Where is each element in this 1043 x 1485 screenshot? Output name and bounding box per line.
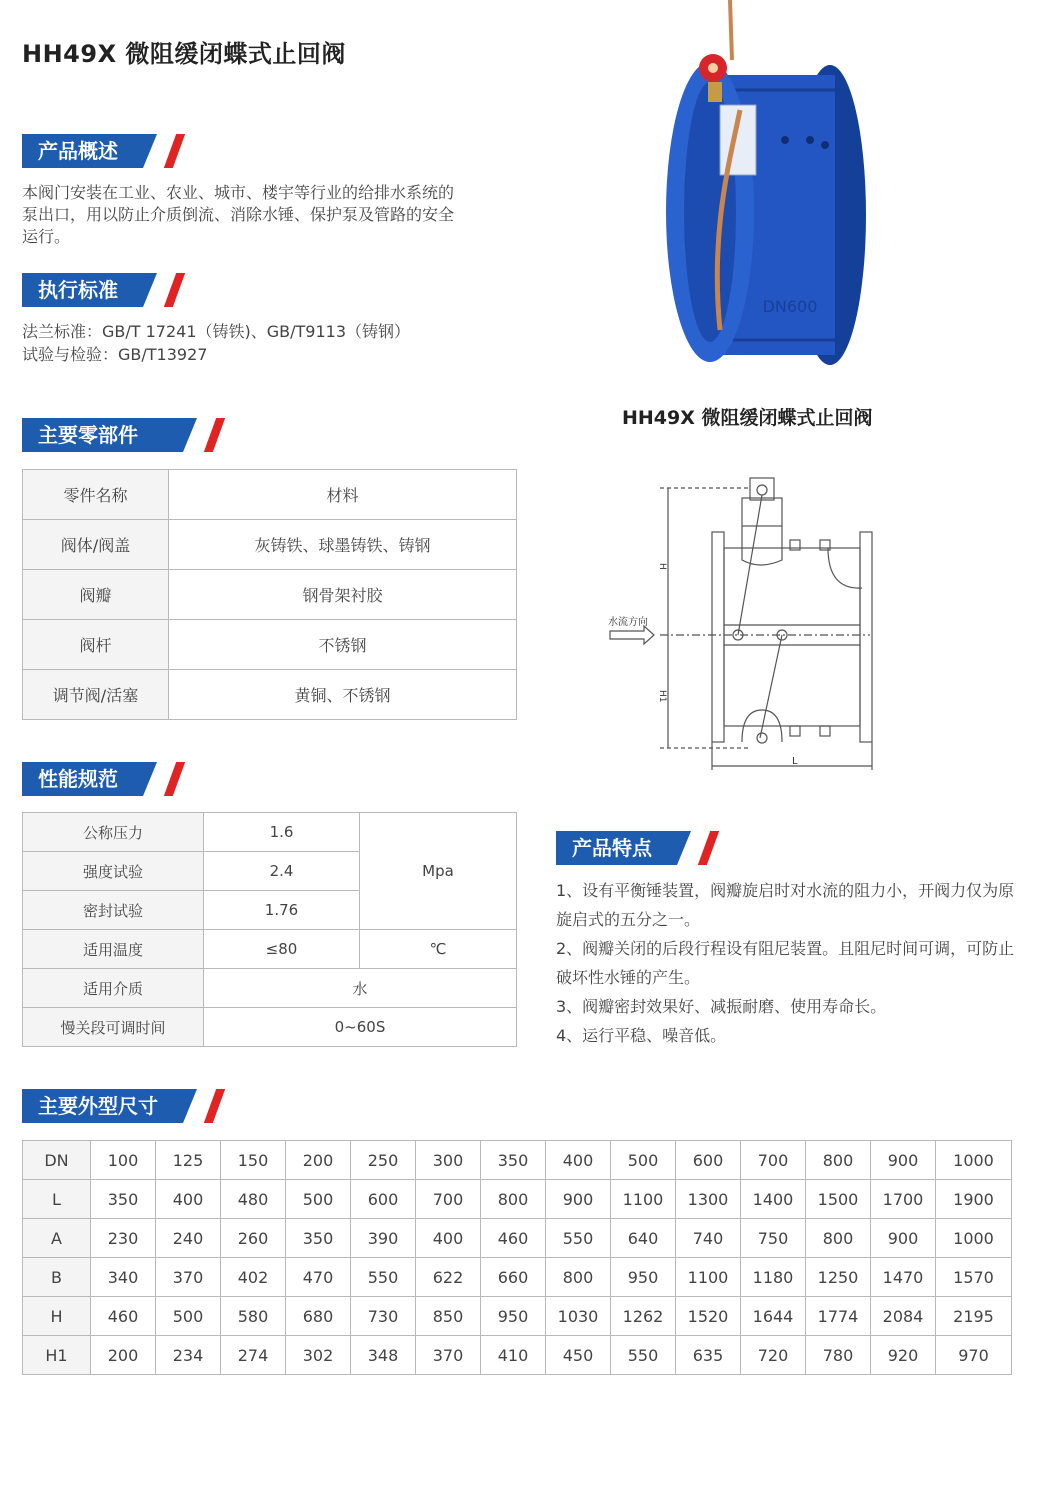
- table-cell: 400: [416, 1219, 481, 1258]
- table-cell: 370: [416, 1336, 481, 1375]
- table-cell: 800: [546, 1258, 611, 1297]
- table-cell: 480: [221, 1180, 286, 1219]
- table-cell: 460: [481, 1219, 546, 1258]
- table-cell: 1300: [676, 1180, 741, 1219]
- table-cell: 适用介质: [23, 969, 204, 1008]
- feature-item: 2、阀瓣关闭的后段行程设有阻尼装置。且阻尼时间可调，可防止破坏性水锤的产生。: [556, 939, 1015, 987]
- section-accent: [164, 273, 185, 307]
- section-features-header: [556, 831, 736, 865]
- dim-h1-label: H1: [657, 690, 667, 703]
- table-cell: 240: [156, 1219, 221, 1258]
- table-cell: 1000: [936, 1141, 1012, 1180]
- table-cell: ≤80: [204, 930, 360, 969]
- photo-marking: DN600: [762, 297, 818, 316]
- table-cell: 400: [546, 1141, 611, 1180]
- table-cell: 1470: [871, 1258, 936, 1297]
- table-header-cell: 零件名称: [23, 470, 169, 520]
- table-row: [23, 930, 517, 969]
- table-cell: 1570: [936, 1258, 1012, 1297]
- table-cell: 适用温度: [23, 930, 204, 969]
- table-cell: 470: [286, 1258, 351, 1297]
- table-row: [23, 470, 517, 520]
- row-header-cell: H1: [23, 1336, 91, 1375]
- table-cell: 慢关段可调时间: [23, 1008, 204, 1047]
- table-cell: 580: [221, 1297, 286, 1336]
- standard-line-flange: 法兰标准：GB/T 17241（铸铁)、GB/T9113（铸钢）: [22, 322, 411, 341]
- section-accent: [164, 134, 185, 168]
- dim-h-label: H: [657, 563, 667, 570]
- table-cell: 370: [156, 1258, 221, 1297]
- table-cell: 410: [481, 1336, 546, 1375]
- table-cell: 970: [936, 1336, 1012, 1375]
- table-cell: 2084: [871, 1297, 936, 1336]
- table-cell: 密封试验: [23, 891, 204, 930]
- row-header-cell: DN: [23, 1141, 91, 1180]
- dim-l-label: L: [792, 756, 798, 767]
- table-cell: 600: [676, 1141, 741, 1180]
- table-cell: 234: [156, 1336, 221, 1375]
- table-cell: 635: [676, 1336, 741, 1375]
- section-accent: [204, 1089, 225, 1123]
- table-cell: 230: [91, 1219, 156, 1258]
- feature-item: 1、设有平衡锤装置，阀瓣旋启时对水流的阻力小，开阀力仅为原旋启式的五分之一。: [556, 881, 1015, 929]
- table-cell: 622: [416, 1258, 481, 1297]
- table-cell: 700: [741, 1141, 806, 1180]
- table-cell: 调节阀/活塞: [23, 670, 169, 720]
- table-cell: 1000: [936, 1219, 1012, 1258]
- table-cell: 390: [351, 1219, 416, 1258]
- table-row: [23, 570, 517, 620]
- pressure-unit-cell: Mpa: [360, 813, 517, 930]
- row-header-cell: A: [23, 1219, 91, 1258]
- section-dimensions-header: [22, 1089, 202, 1123]
- section-standards-title: 执行标准: [22, 273, 143, 307]
- table-cell: 900: [546, 1180, 611, 1219]
- table-cell: 1250: [806, 1258, 871, 1297]
- table-cell: 500: [156, 1297, 221, 1336]
- table-cell: 阀瓣: [23, 570, 169, 620]
- table-cell: 1030: [546, 1297, 611, 1336]
- parts-table: [22, 469, 517, 720]
- table-cell: 1520: [676, 1297, 741, 1336]
- table-cell: 1.6: [204, 813, 360, 852]
- table-cell: 550: [611, 1336, 676, 1375]
- table-cell: 350: [286, 1219, 351, 1258]
- table-cell: 340: [91, 1258, 156, 1297]
- section-performance-header: [22, 762, 202, 796]
- table-cell: 900: [871, 1141, 936, 1180]
- table-cell: 402: [221, 1258, 286, 1297]
- table-cell: 800: [806, 1219, 871, 1258]
- table-cell: 740: [676, 1219, 741, 1258]
- table-cell: 800: [806, 1141, 871, 1180]
- section-accent: [204, 418, 225, 452]
- table-cell: 200: [91, 1336, 156, 1375]
- table-cell: 阀体/阀盖: [23, 520, 169, 570]
- table-cell: 348: [351, 1336, 416, 1375]
- table-cell: 黄铜、不锈钢: [169, 670, 517, 720]
- table-cell: 1500: [806, 1180, 871, 1219]
- table-cell: 1900: [936, 1180, 1012, 1219]
- section-parts-title: 主要零部件: [22, 418, 183, 452]
- valve-photo: [640, 0, 890, 370]
- flow-direction-label: 水流方向: [608, 617, 648, 628]
- photo-caption: HH49X 微阻缓闭蝶式止回阀: [622, 407, 873, 429]
- table-cell: 水: [204, 969, 517, 1008]
- table-cell: 800: [481, 1180, 546, 1219]
- table-cell: 274: [221, 1336, 286, 1375]
- page-title: HH49X 微阻缓闭蝶式止回阀: [22, 40, 346, 68]
- table-row: [23, 520, 517, 570]
- table-row: [23, 1258, 1012, 1297]
- table-cell: 300: [416, 1141, 481, 1180]
- table-cell: 1400: [741, 1180, 806, 1219]
- performance-table: [22, 812, 517, 1047]
- table-cell: 1.76: [204, 891, 360, 930]
- table-cell: 灰铸铁、球墨铸铁、铸钢: [169, 520, 517, 570]
- table-cell: 720: [741, 1336, 806, 1375]
- table-row: [23, 1180, 1012, 1219]
- table-cell: 125: [156, 1141, 221, 1180]
- section-dimensions-title: 主要外型尺寸: [22, 1089, 183, 1123]
- section-features-title: 产品特点: [556, 831, 677, 865]
- table-cell: 260: [221, 1219, 286, 1258]
- row-header-cell: B: [23, 1258, 91, 1297]
- table-cell: 250: [351, 1141, 416, 1180]
- table-cell: 0~60S: [204, 1008, 517, 1047]
- section-overview-title: 产品概述: [22, 134, 143, 168]
- row-header-cell: L: [23, 1180, 91, 1219]
- section-accent: [698, 831, 719, 865]
- table-cell: 950: [481, 1297, 546, 1336]
- standard-line-test: 试验与检验：GB/T13927: [22, 345, 208, 364]
- table-cell: 450: [546, 1336, 611, 1375]
- feature-item: 4、运行平稳、噪音低。: [556, 1026, 727, 1045]
- section-parts-header: [22, 418, 202, 452]
- table-cell: 1644: [741, 1297, 806, 1336]
- table-cell: 500: [286, 1180, 351, 1219]
- table-cell: ℃: [360, 930, 517, 969]
- table-cell: 1700: [871, 1180, 936, 1219]
- table-cell: 550: [546, 1219, 611, 1258]
- table-cell: 950: [611, 1258, 676, 1297]
- table-row: [23, 1219, 1012, 1258]
- section-standards-header: [22, 273, 202, 307]
- table-cell: 460: [91, 1297, 156, 1336]
- table-cell: 2.4: [204, 852, 360, 891]
- table-cell: 2195: [936, 1297, 1012, 1336]
- table-cell: 400: [156, 1180, 221, 1219]
- table-cell: 100: [91, 1141, 156, 1180]
- section-accent: [164, 762, 185, 796]
- table-cell: 302: [286, 1336, 351, 1375]
- table-row: [23, 813, 517, 852]
- table-cell: 920: [871, 1336, 936, 1375]
- table-cell: 1100: [676, 1258, 741, 1297]
- table-cell: 钢骨架衬胶: [169, 570, 517, 620]
- table-cell: 公称压力: [23, 813, 204, 852]
- table-cell: 强度试验: [23, 852, 204, 891]
- table-cell: 1262: [611, 1297, 676, 1336]
- table-cell: 500: [611, 1141, 676, 1180]
- row-header-cell: H: [23, 1297, 91, 1336]
- table-cell: 1100: [611, 1180, 676, 1219]
- table-cell: 780: [806, 1336, 871, 1375]
- table-cell: 550: [351, 1258, 416, 1297]
- table-row: [23, 670, 517, 720]
- table-row: [23, 1141, 1012, 1180]
- table-row: [23, 1336, 1012, 1375]
- table-cell: 660: [481, 1258, 546, 1297]
- table-row: [23, 1297, 1012, 1336]
- table-cell: 750: [741, 1219, 806, 1258]
- overview-text: 本阀门安装在工业、农业、城市、楼宇等行业的给排水系统的泵出口，用以防止介质倒流、消除水锤、保护泵及管路的安全运行。: [22, 183, 455, 246]
- table-cell: 1774: [806, 1297, 871, 1336]
- dimensions-table: [22, 1140, 1012, 1375]
- valve-drawing: [600, 470, 890, 775]
- table-row: [23, 969, 517, 1008]
- table-cell: 730: [351, 1297, 416, 1336]
- feature-item: 3、阀瓣密封效果好、减振耐磨、使用寿命长。: [556, 997, 887, 1016]
- table-row: [23, 1008, 517, 1047]
- table-cell: 350: [481, 1141, 546, 1180]
- table-header-cell: 材料: [169, 470, 517, 520]
- table-cell: 680: [286, 1297, 351, 1336]
- table-cell: 700: [416, 1180, 481, 1219]
- table-cell: 640: [611, 1219, 676, 1258]
- table-cell: 阀杆: [23, 620, 169, 670]
- table-cell: 150: [221, 1141, 286, 1180]
- table-cell: 350: [91, 1180, 156, 1219]
- table-cell: 850: [416, 1297, 481, 1336]
- table-cell: 600: [351, 1180, 416, 1219]
- table-cell: 200: [286, 1141, 351, 1180]
- table-cell: 900: [871, 1219, 936, 1258]
- table-cell: 不锈钢: [169, 620, 517, 670]
- table-cell: 1180: [741, 1258, 806, 1297]
- section-performance-title: 性能规范: [22, 762, 143, 796]
- features-list: [556, 876, 1016, 1050]
- section-overview-header: [22, 134, 202, 168]
- table-row: [23, 620, 517, 670]
